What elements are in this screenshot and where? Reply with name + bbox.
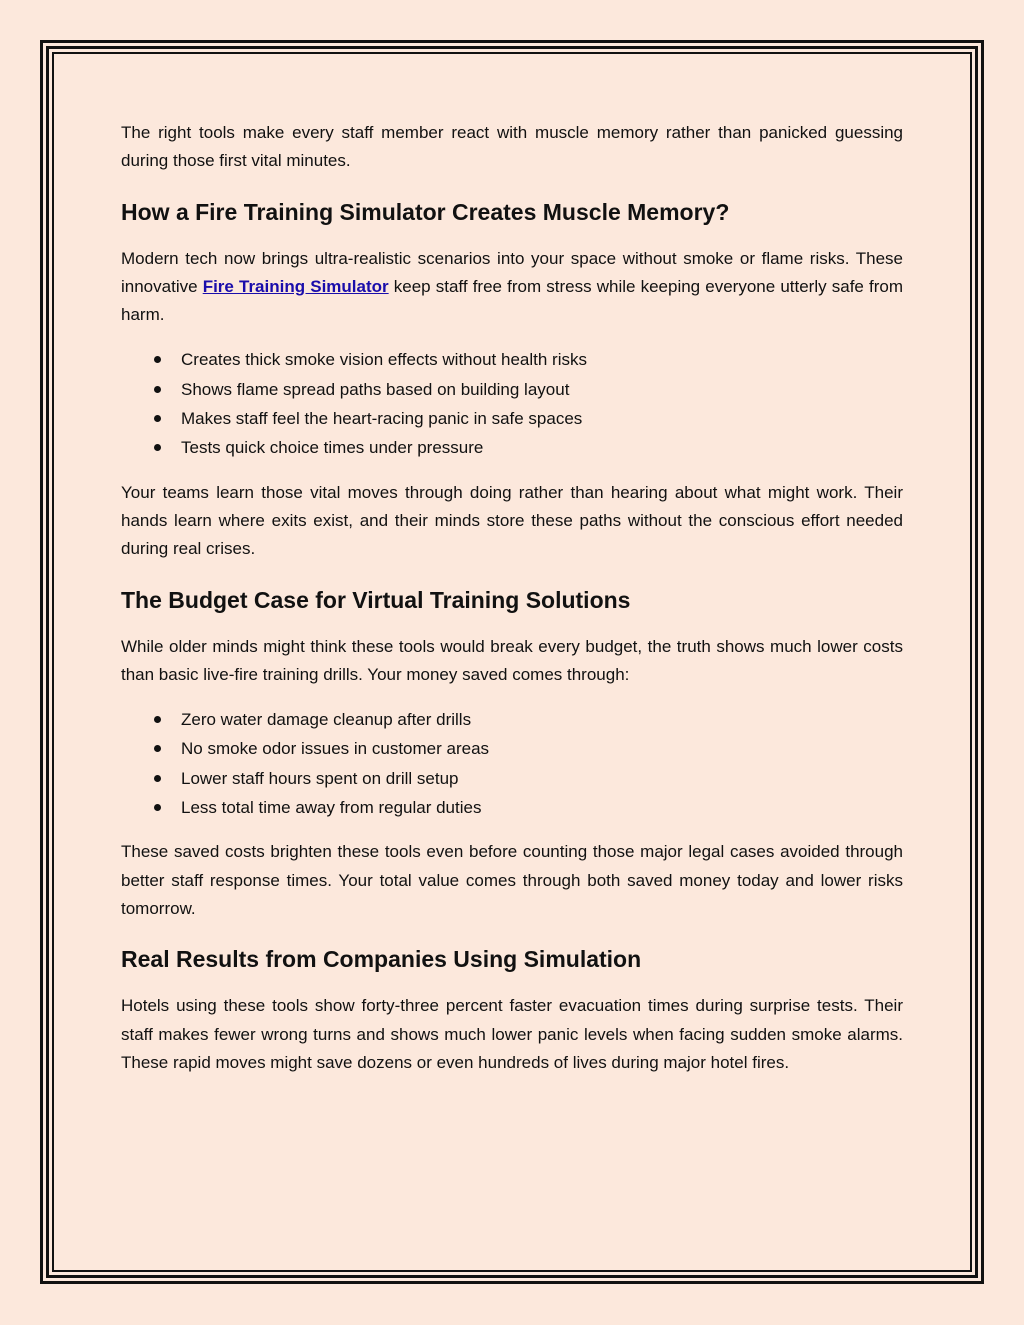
list-item xyxy=(121,793,903,822)
list-item-text: Creates thick smoke vision effects without health risks xyxy=(181,350,587,370)
section1-paragraph-1-start: Modern tech now brings ultra-realistic scenarios into your space without smoke or flame risks. These innovative xyxy=(121,248,903,296)
bullet-icon xyxy=(154,804,161,811)
section2-paragraph-2: These saved costs brighten these tools even before counting those major legal cases avoided through better staff response times. Your total value comes through both saved money today and lower risks tomorrow. xyxy=(121,842,903,918)
section3-paragraph-1: Hotels using these tools show forty-three percent faster evacuation times during surprise tests. Their staff makes fewer wrong turns and shows much lower panic levels when facing sudden smoke alarms. These rapid moves might save dozens or even hundreds of lives during major hotel fires. xyxy=(121,996,903,1072)
list-item-text: Less total time away from regular duties xyxy=(181,798,482,818)
section-heading-budget: The Budget Case for Virtual Training Solutions xyxy=(121,586,631,613)
bullet-icon xyxy=(154,775,161,782)
list-item-text: Lower staff hours spent on drill setup xyxy=(181,768,459,788)
list-item-text: No smoke odor issues in customer areas xyxy=(181,739,490,759)
bullet-icon xyxy=(154,745,161,752)
list-item-text: Shows flame spread paths based on building layout xyxy=(181,379,570,399)
list-item-text: Zero water damage cleanup after drills xyxy=(181,710,472,730)
section-heading-muscle-memory: How a Fire Training Simulator Creates Muscle Memory? xyxy=(121,198,730,225)
list-item-text: Makes staff feel the heart-racing panic in safe spaces xyxy=(181,409,583,429)
section1-paragraph-1-end: keep staff free from stress while keeping everyone utterly safe from harm. xyxy=(121,276,904,325)
bullet-icon xyxy=(154,386,161,393)
section1-bullet-list xyxy=(121,345,903,462)
list-item-text: Tests quick choice times under pressure xyxy=(181,438,484,458)
bullet-icon xyxy=(154,415,161,422)
section2-paragraph-1: While older minds might think these tools would break every budget, the truth shows much lower costs than basic live-fire training drills. Your money saved comes through: xyxy=(121,636,903,684)
list-item xyxy=(121,433,903,462)
bullet-icon xyxy=(154,716,161,723)
list-item xyxy=(121,734,903,763)
list-item xyxy=(121,375,903,404)
section1-paragraph-2: Your teams learn those vital moves through doing rather than hearing about what might work. Their hands learn where exits exist, and their minds store these paths without the conscious effort needed during real crises. xyxy=(121,482,903,559)
bullet-icon xyxy=(154,356,161,363)
list-item xyxy=(121,705,903,734)
section1-paragraph-1 xyxy=(121,245,903,330)
document-content xyxy=(121,119,903,1077)
intro-paragraph: The right tools make every staff member react with muscle memory rather than panicked guessing during those first vital minutes. xyxy=(121,123,903,171)
list-item xyxy=(121,345,903,374)
list-item xyxy=(121,404,903,433)
fire-training-simulator-link[interactable]: Fire Training Simulator xyxy=(202,276,389,296)
section-heading-real-results: Real Results from Companies Using Simulation xyxy=(121,946,642,973)
bullet-icon xyxy=(154,444,161,451)
list-item xyxy=(121,764,903,793)
section2-bullet-list xyxy=(121,705,903,822)
